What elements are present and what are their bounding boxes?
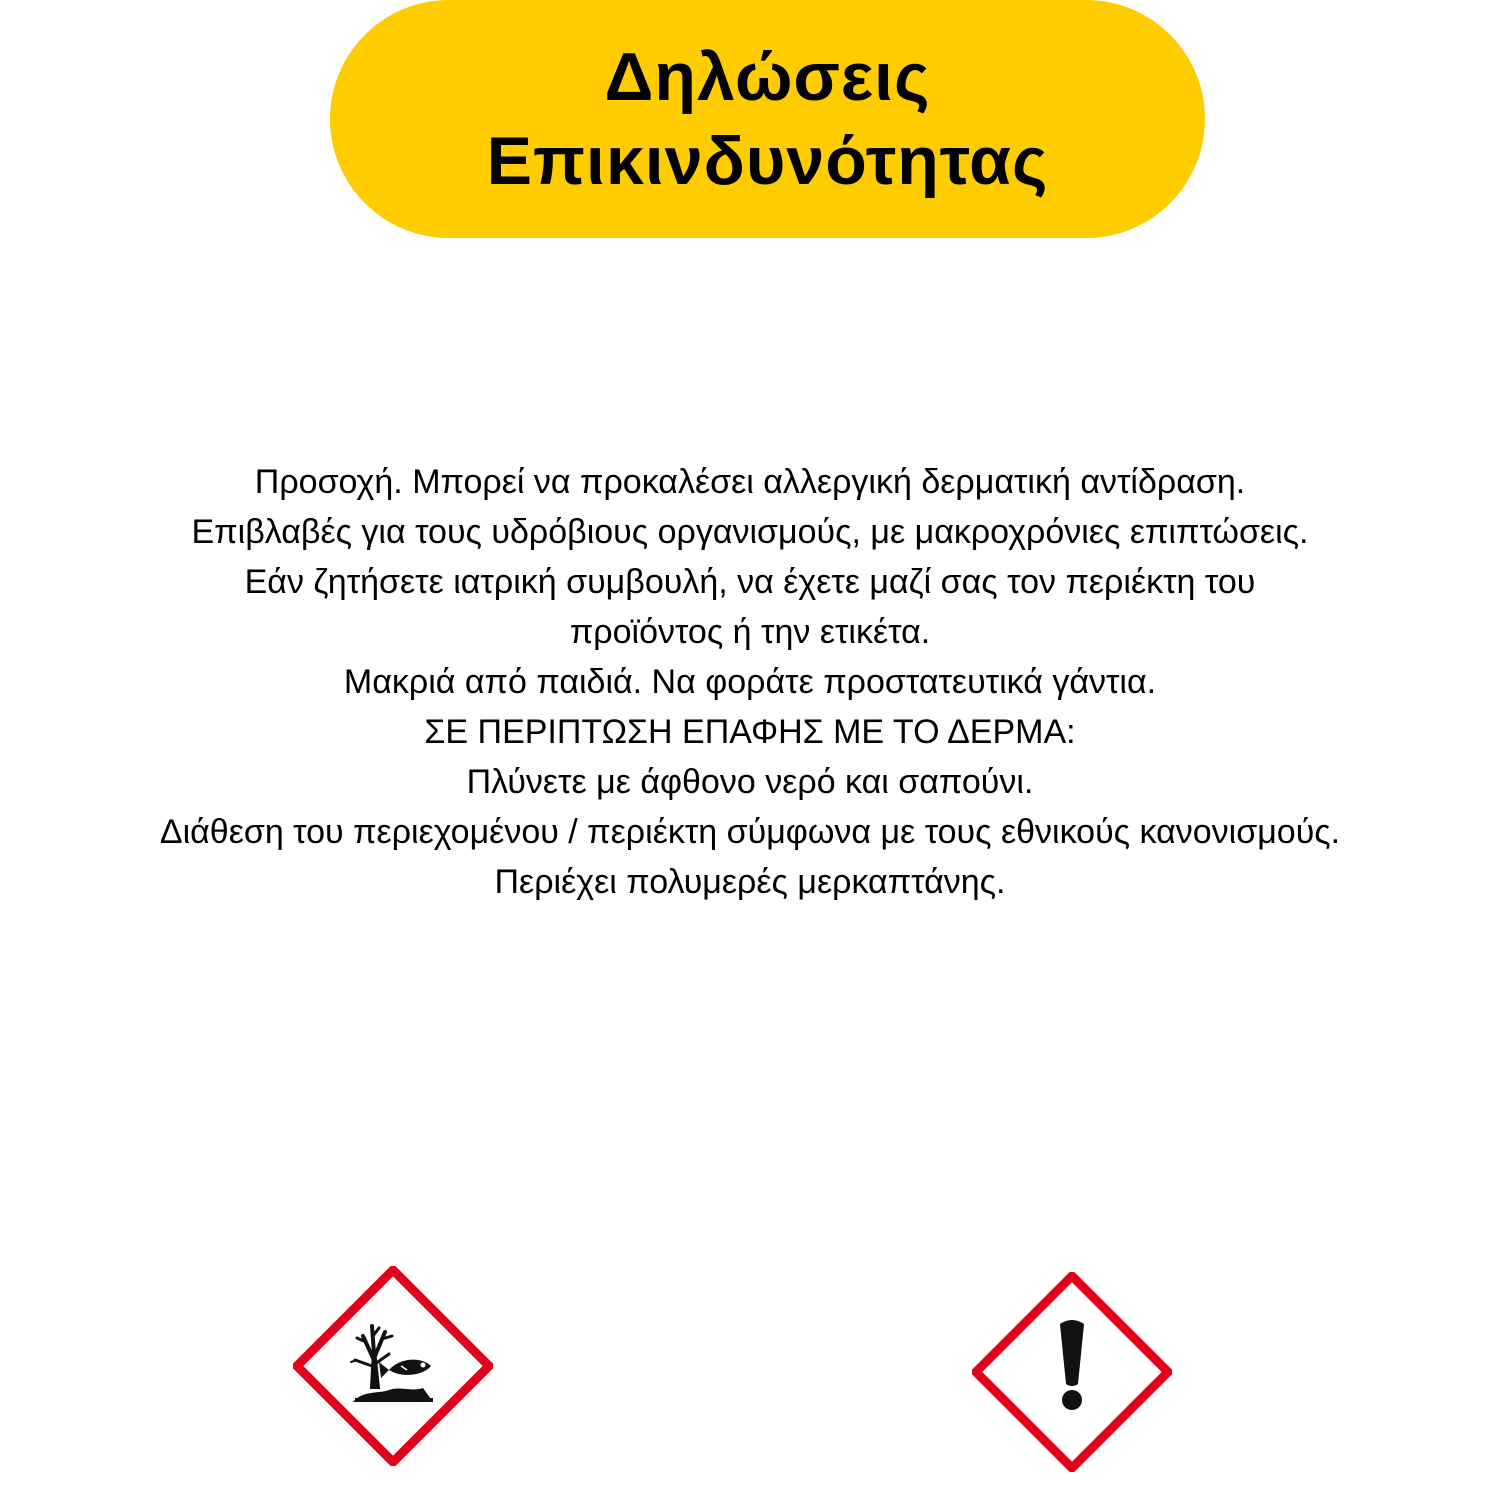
page-title-line-1: Δηλώσεις xyxy=(604,39,931,115)
statement-line: Προσοχή. Μπορεί να προκαλέσει αλλεργική δερματική αντίδραση. xyxy=(254,463,1246,501)
statement-line: Επιβλαβές για τους υδρόβιους οργανισμούς, με μακροχρόνιες επιπτώσεις. xyxy=(191,513,1309,551)
statement-line: Μακριά από παιδιά. Να φοράτε προστατευτικά γάντια. xyxy=(343,663,1157,701)
title-banner xyxy=(330,0,1205,238)
statement-line: Εάν ζητήσετε ιατρική συμβουλή, να έχετε μαζί σας τον περιέκτη του xyxy=(244,563,1256,601)
statement-line: Διάθεση του περιεχομένου / περιέκτη σύμφωνα με τους εθνικούς κανονισμούς. xyxy=(159,813,1341,851)
statement-line: ΣΕ ΠΕΡΙΠΤΩΣΗ ΕΠΑΦΗΣ ΜΕ ΤΟ ΔΕΡΜΑ: xyxy=(424,713,1076,751)
hazard-statements xyxy=(0,457,1500,907)
environment-hazard-icon xyxy=(293,1266,493,1466)
statement-line: Πλύνετε με άφθονο νερό και σαπούνι. xyxy=(466,763,1034,801)
exclamation-mark-icon xyxy=(972,1272,1172,1472)
page-title-line-2: Επικινδυνότητας xyxy=(486,123,1049,199)
statement-line: Περιέχει πολυμερές μερκαπτάνης. xyxy=(494,863,1006,901)
statement-line: προϊόντος ή την ετικέτα. xyxy=(569,613,931,651)
